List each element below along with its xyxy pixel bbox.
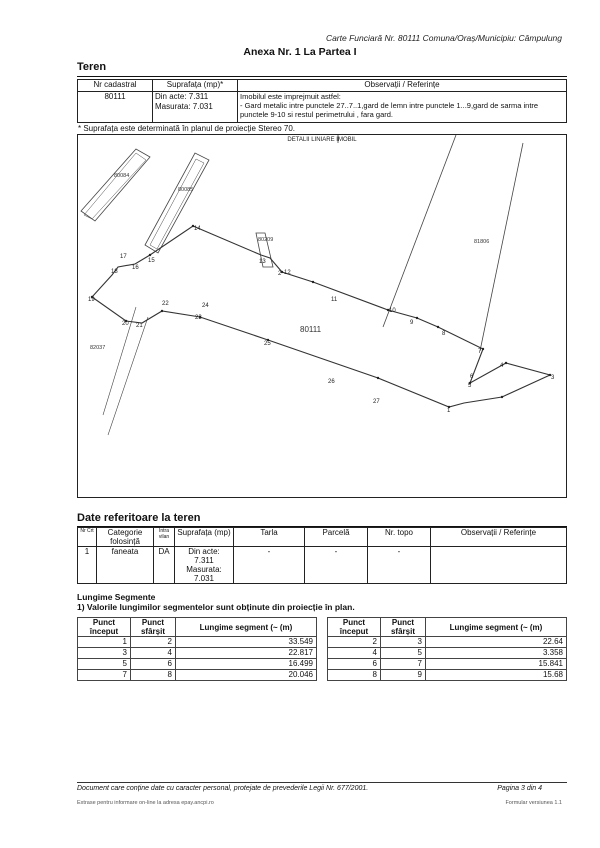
seg-start: 1 xyxy=(78,637,131,648)
teren-rule xyxy=(77,76,567,77)
seg-end: 6 xyxy=(131,659,176,670)
point-14: 14 xyxy=(194,226,201,232)
col-tarla: Tarla xyxy=(234,528,305,547)
seg-start: 2 xyxy=(328,637,381,648)
table-row xyxy=(328,659,567,670)
neighbor-strip-2-inner xyxy=(150,159,204,249)
point-6: 6 xyxy=(470,374,474,380)
tarla-value: - xyxy=(234,547,305,584)
masurata-number: 7.031 xyxy=(193,574,215,583)
point-27: 27 xyxy=(373,399,380,405)
observatii-line1: Imobilul este imprejmuit astfel: xyxy=(240,92,341,101)
neighbor-strip-2 xyxy=(145,153,209,253)
table-row xyxy=(78,637,317,648)
seg-length: 33.549 xyxy=(176,637,317,648)
point-11: 11 xyxy=(331,297,338,303)
col-nr-cadastral: Nr cadastral xyxy=(78,80,153,92)
neighbor-strip-1 xyxy=(81,149,150,221)
seg-left-col-length: Lungime segment (~ (m) xyxy=(176,618,317,637)
point-3: 3 xyxy=(551,375,555,381)
seg-length: 16.499 xyxy=(176,659,317,670)
col-suprafata: Suprafața (mp)* xyxy=(153,80,238,92)
point-12: 12 xyxy=(284,270,291,276)
segment-table-left xyxy=(77,617,317,681)
point-5: 5 xyxy=(468,383,472,389)
seg-start: 5 xyxy=(78,659,131,670)
observatii-line2: - Gard metalic intre punctele 27..7..1,gard de lemn intre punctele 1...9,gard de sarma intre punctele 9-10 si restul perimetrului , fara gard. xyxy=(240,101,539,119)
parcel-label-80209: 80209 xyxy=(258,237,274,243)
din-acte-number: 7.311 xyxy=(194,556,214,565)
seg-length: 22.817 xyxy=(176,648,317,659)
teren-heading: Teren xyxy=(77,61,107,73)
seg-length: 15.68 xyxy=(426,670,567,681)
parcel-label-81806: 81806 xyxy=(474,239,490,245)
seg-length: 22.64 xyxy=(426,637,567,648)
point-17: 17 xyxy=(120,254,127,260)
din-acte-value: Din acte: 7.311 xyxy=(155,92,209,101)
din-acte-label: Din acte: xyxy=(188,547,220,556)
page-number: Pagina 3 din 4 xyxy=(497,785,542,792)
stereo70-footnote: * Suprafața este determinată în planul de proiecție Stereo 70. xyxy=(78,124,296,133)
seg-left-col-end: Punct sfârșit xyxy=(131,618,176,637)
seg-right-col-length: Lungime segment (~ (m) xyxy=(426,618,567,637)
neighbor-line-82037-b xyxy=(108,317,148,435)
nr-crt-value: 1 xyxy=(78,547,97,584)
neighbor-strip-1-inner xyxy=(84,153,146,219)
table-row xyxy=(328,637,567,648)
parcel-label-80111: 80111 xyxy=(300,325,322,334)
point-26: 26 xyxy=(328,379,335,385)
masurata-value: Masurata: 7.031 xyxy=(155,102,213,111)
neighbor-line-81806-a xyxy=(383,135,456,327)
neighbor-line-81806-b xyxy=(480,143,523,351)
col-intravilan: Intra vilan xyxy=(154,528,175,547)
col-observatii: Observații / Referințe xyxy=(238,80,567,92)
suprafata-cell xyxy=(153,92,238,123)
point-20: 20 xyxy=(122,321,129,327)
seg-length: 3.358 xyxy=(426,648,567,659)
table-row xyxy=(78,659,317,670)
col-suprafata-mp: Suprafața (mp) xyxy=(175,528,234,547)
col-nr-topo: Nr. topo xyxy=(368,528,431,547)
point-22: 22 xyxy=(162,301,169,307)
col-observatii-teren: Observații / Referințe xyxy=(431,528,567,547)
neighbor-lines xyxy=(81,135,523,435)
point-18: 18 xyxy=(111,269,118,275)
observatii-cell xyxy=(238,92,567,123)
segment-table-right xyxy=(327,617,567,681)
plan-title: DETALII LINIARE IMOBIL xyxy=(287,137,357,143)
footer-rule xyxy=(77,782,567,783)
point-19: 19 xyxy=(88,297,95,303)
table-row xyxy=(78,648,317,659)
seg-end: 7 xyxy=(381,659,426,670)
point-7: 7 xyxy=(478,349,482,355)
seg-start: 4 xyxy=(328,648,381,659)
point-24: 24 xyxy=(202,303,209,309)
lungime-segmente-subtitle: 1) Valorile lungimilor segmentelor sunt obținute din proiecție în plan. xyxy=(77,602,355,612)
seg-start: 3 xyxy=(78,648,131,659)
annex-title: Anexa Nr. 1 La Partea I xyxy=(243,46,357,58)
parcel-label-82037: 82037 xyxy=(90,345,106,351)
parcel-label-80084: 80084 xyxy=(114,173,130,179)
seg-right-col-start: Punct început xyxy=(328,618,381,637)
seg-length: 20.046 xyxy=(176,670,317,681)
seg-left-col-start: Punct început xyxy=(78,618,131,637)
point-2: 2 xyxy=(278,271,282,277)
personal-data-disclaimer: Document care conține date cu caracter personal, protejate de prevederile Legii Nr. 677/2001. xyxy=(77,785,369,792)
seg-end: 8 xyxy=(131,670,176,681)
point-4: 4 xyxy=(500,363,504,369)
seg-end: 3 xyxy=(381,637,426,648)
lungime-segmente-title: Lungime Segmente xyxy=(77,592,156,602)
plan-drawing xyxy=(77,134,567,498)
point-labels xyxy=(88,226,555,414)
col-categorie: Categorie folosință xyxy=(97,528,154,547)
parcela-value: - xyxy=(305,547,368,584)
observatii-teren-value xyxy=(431,547,567,584)
point-13: 13 xyxy=(259,259,266,265)
point-10: 10 xyxy=(389,308,396,314)
seg-end: 2 xyxy=(131,637,176,648)
point-15: 15 xyxy=(148,258,155,264)
point-8: 8 xyxy=(442,331,446,337)
seg-length: 15.841 xyxy=(426,659,567,670)
point-23: 23 xyxy=(195,315,202,321)
vertex-markers xyxy=(91,225,551,408)
seg-right-col-end: Punct sfârșit xyxy=(381,618,426,637)
seg-end: 4 xyxy=(131,648,176,659)
point-1: 1 xyxy=(447,408,451,414)
seg-end: 5 xyxy=(381,648,426,659)
point-9: 9 xyxy=(410,320,414,326)
col-nr-crt: Nr Crt xyxy=(78,528,97,547)
suprafata-mp-cell xyxy=(175,547,234,584)
seg-start: 7 xyxy=(78,670,131,681)
nr-cadastral-value: 80111 xyxy=(78,92,153,123)
intravilan-value: DA xyxy=(154,547,175,584)
form-version: Formular versiunea 1.1 xyxy=(505,800,562,806)
nr-topo-value: - xyxy=(368,547,431,584)
seg-start: 6 xyxy=(328,659,381,670)
categorie-value: faneata xyxy=(97,547,154,584)
point-25: 25 xyxy=(264,341,271,347)
seg-end: 9 xyxy=(381,670,426,681)
col-parcela: Parcelă xyxy=(305,528,368,547)
parcel-80111-outline xyxy=(92,226,550,407)
seg-start: 8 xyxy=(328,670,381,681)
date-teren-heading: Date referitoare la teren xyxy=(77,512,201,524)
plan-svg xyxy=(78,135,566,497)
neighbor-line-82037-a xyxy=(103,307,136,415)
online-extract-note: Extrase pentru informare on-line la adresa epay.ancpi.ro xyxy=(77,800,214,806)
point-21: 21 xyxy=(136,323,143,329)
masurata-label: Masurata: xyxy=(186,565,222,574)
parcel-label-80085: 80085 xyxy=(178,187,194,193)
table-row xyxy=(328,648,567,659)
table-row xyxy=(328,670,567,681)
teren-table xyxy=(77,79,567,123)
date-teren-table xyxy=(77,527,567,584)
point-16: 16 xyxy=(132,265,139,271)
table-row xyxy=(78,670,317,681)
carte-funciara-header: Carte Funciară Nr. 80111 Comuna/Oraș/Municipiu: Câmpulung xyxy=(325,33,562,43)
